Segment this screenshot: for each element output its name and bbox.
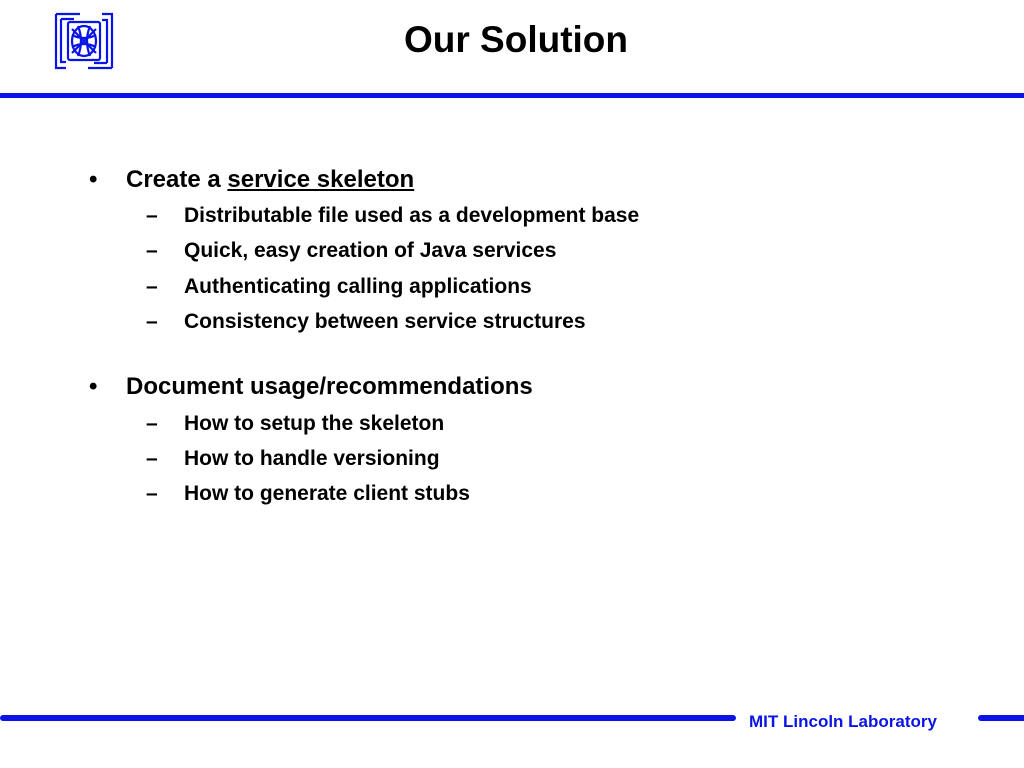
bullet-prefix: Create a	[126, 166, 228, 193]
bullet-text: Document usage/recommendations	[126, 373, 533, 400]
sub-marker: –	[146, 275, 158, 298]
footer-divider-left	[0, 715, 736, 721]
bullet-marker: •	[89, 166, 98, 193]
sub-bullet-text: How to generate client stubs	[184, 482, 470, 505]
bullet-item	[0, 166, 1024, 196]
bullet-emphasis: service skeleton	[227, 166, 415, 193]
sub-bullet-text: Authenticating calling applications	[184, 275, 532, 298]
footer-divider-right	[978, 715, 1024, 721]
bullet-item	[0, 373, 1024, 403]
header-divider	[0, 93, 1024, 98]
bullet-text	[126, 166, 414, 194]
sub-bullet-text: Distributable file used as a development base	[184, 204, 640, 227]
sub-bullet-text: How to setup the skeleton	[184, 412, 445, 435]
sub-marker: –	[146, 204, 158, 227]
sub-bullet-text: Quick, easy creation of Java services	[184, 239, 557, 262]
sub-marker: –	[146, 239, 158, 262]
sub-bullet-text: How to handle versioning	[184, 447, 440, 470]
sub-marker: –	[146, 447, 158, 470]
bullet-marker: •	[89, 373, 98, 400]
sub-marker: –	[146, 482, 158, 505]
footer-label: MIT Lincoln Laboratory	[749, 712, 937, 731]
sub-marker: –	[146, 310, 158, 333]
slide-title: Our Solution	[403, 19, 629, 60]
sub-bullet-text: Consistency between service structures	[184, 310, 586, 333]
sub-marker: –	[146, 412, 158, 435]
